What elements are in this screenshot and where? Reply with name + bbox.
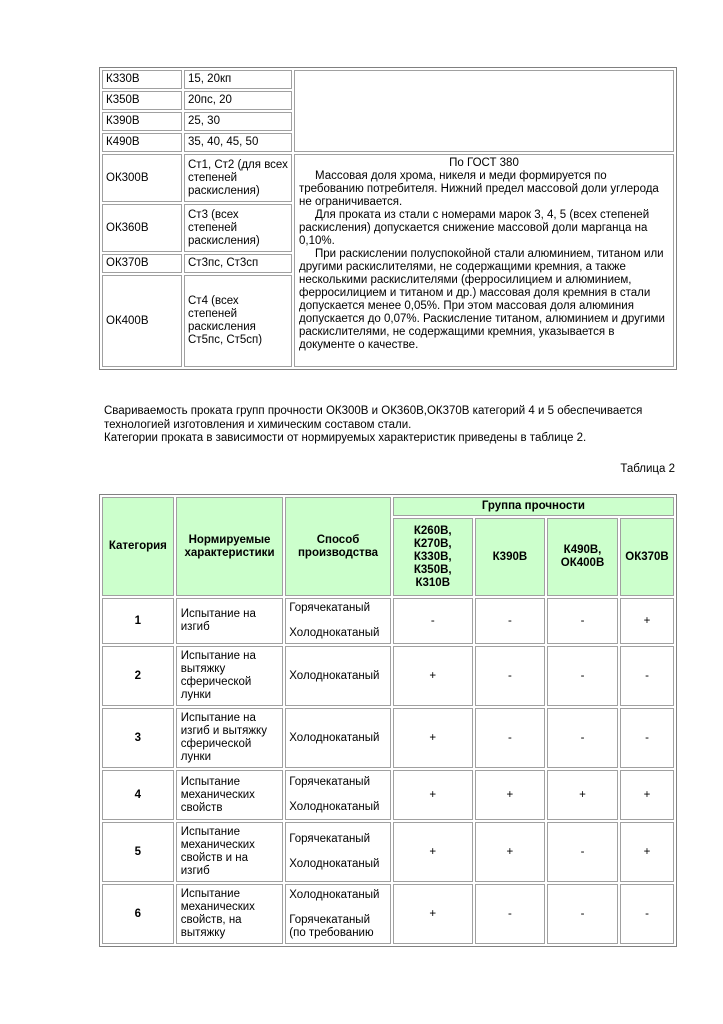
method-cell [285,770,391,820]
grade-cell: 15, 20кп [184,70,292,89]
mark-cell: + [393,884,473,944]
header-characteristics: Нормируемые характеристики [176,497,284,596]
characteristic-cell: Испытание механических свойств и на изгиб [176,822,284,882]
method-b: Холоднокатаный [289,669,380,682]
mark-cell: - [547,884,618,944]
method-cell [285,598,391,644]
method-cell [285,884,391,944]
category-number: 4 [102,770,174,820]
grade-cell: 20пс, 20 [184,91,292,110]
mark-cell: - [547,822,618,882]
method-a: Горячекатаный [289,776,371,788]
table-row [102,884,674,944]
mark-cell: - [547,708,618,768]
characteristic-cell: Испытание на изгиб [176,598,284,644]
mark-cell: - [475,708,545,768]
method-b: Холоднокатаный [289,858,380,870]
category-number: 1 [102,598,174,644]
table-row [102,770,674,820]
weldability-paragraph: Свариваемость проката групп прочности ОК300В и ОК360В,ОК370В категорий 4 и 5 обеспечивается технологией изготовления и химическим составом стали. [104,405,643,431]
grade-cell: Ст4 (всех степеней раскисления Ст5пс, Ст5сп) [184,275,292,367]
mark-cell: - [475,646,545,706]
method-a: Горячекатаный [289,602,371,614]
category-number: 3 [102,708,174,768]
header-category: Категория [102,497,174,596]
method-b: Холоднокатаный [289,801,380,813]
mark-cell: - [475,598,545,644]
body-text [104,405,664,446]
mark-cell: + [620,770,674,820]
method-b: Холоднокатаный [289,627,380,639]
group-cell: К350В [102,91,182,110]
method-cell [285,708,391,768]
category-number: 2 [102,646,174,706]
categories-table [99,494,677,947]
mark-cell: + [475,770,545,820]
table-row [102,598,674,644]
mark-cell: + [547,770,618,820]
note-paragraph: При раскислении полуспокойной стали алюминием, титаном или другими раскислителями, не содержащими кремния, а также несколькими раскислителями (ферросилицием и алюминием, ферросилицием и титаном и др.) массовая доля кремния в стали допускается менее 0,05%. При этом массовая доля алюминия допускается до 0,07%. Раскисление титаном, алюминием и другими раскислителями, не содержащими кремния, указывается в документе о качестве. [299,248,665,351]
method-cell [285,646,391,706]
gost-note-cell [294,154,674,367]
mark-cell: + [393,646,473,706]
empty-note-cell [294,70,674,152]
table-row [102,822,674,882]
header-method: Способ производства [285,497,391,596]
group-cell: К330В [102,70,182,89]
note-paragraph: Для проката из стали с номерами марок 3, 4, 5 (всех степеней раскисления) допускается снижение массовой доли марганца на 0,10%. [299,209,650,247]
grade-cell: 35, 40, 45, 50 [184,133,292,152]
group-cell: ОК400В [102,275,182,367]
mark-cell: + [475,822,545,882]
method-a: Холоднокатаный [289,888,380,901]
mark-cell: - [475,884,545,944]
table-caption: Таблица 2 [620,463,675,475]
header-group-2: К390В [475,518,545,596]
header-strength-group: Группа прочности [393,497,674,516]
grade-cell: Ст1, Ст2 (для всех степеней раскисления) [184,154,292,202]
group-cell: К490В [102,133,182,152]
characteristic-cell: Испытание на вытяжку сферической лунки [176,646,284,706]
mark-cell: + [393,708,473,768]
note-title: По ГОСТ 380 [449,157,519,169]
characteristic-cell: Испытание механических свойств, на вытяжку [176,884,284,944]
mark-cell: + [620,598,674,644]
mark-cell: - [393,598,473,644]
grade-cell: 25, 30 [184,112,292,131]
mark-cell: - [620,646,674,706]
note-paragraph: Массовая доля хрома, никеля и меди формируется по требованию потребителя. Нижний предел массовой доли углерода не ограничивается. [299,170,659,208]
steel-grades-table [99,67,677,370]
mark-cell: - [620,884,674,944]
mark-cell: - [547,598,618,644]
method-b: Горячекатаный (по требованию [289,913,374,939]
mark-cell: - [620,708,674,768]
group-cell: К390В [102,112,182,131]
table-row [102,708,674,768]
categories-paragraph: Категории проката в зависимости от нормируемых характеристик приведены в таблице 2. [104,432,587,444]
category-number: 5 [102,822,174,882]
mark-cell: + [393,822,473,882]
mark-cell: + [393,770,473,820]
mark-cell: + [620,822,674,882]
mark-cell: - [547,646,618,706]
grade-cell: Ст3пс, Ст3сп [184,254,292,273]
grade-cell: Ст3 (всех степеней раскисления) [184,204,292,252]
method-a: Горячекатаный [289,833,371,845]
group-cell: ОК300В [102,154,182,202]
group-cell: ОК360В [102,204,182,252]
header-group-3: К490В, ОК400В [547,518,618,596]
method-b: Холоднокатаный [289,731,380,744]
characteristic-cell: Испытание механических свойств [176,770,284,820]
header-group-4: ОК370В [620,518,674,596]
header-group-1: К260В, К270В, К330В, К350В, К310В [393,518,473,596]
table-row [102,646,674,706]
category-number: 6 [102,884,174,944]
method-cell [285,822,391,882]
characteristic-cell: Испытание на изгиб и вытяжку сферической лунки [176,708,284,768]
group-cell: ОК370В [102,254,182,273]
